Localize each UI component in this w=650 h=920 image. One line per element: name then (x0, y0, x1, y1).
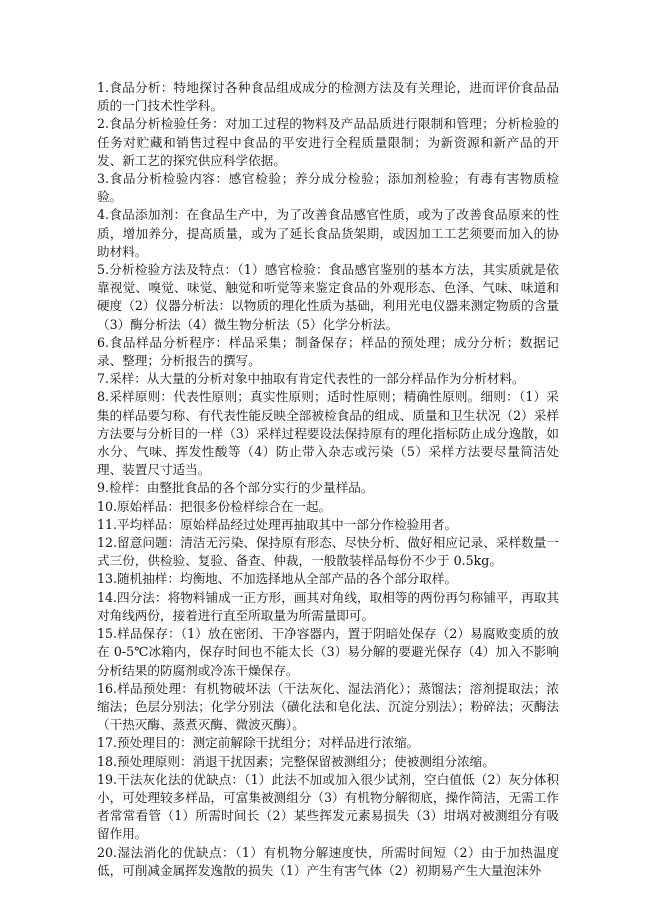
paragraph-7: 7.采样：从大量的分析对象中抽取有肯定代表性的一部分样品作为分析材料。 (97, 371, 525, 387)
paragraph-11: 11.平均样品：原始样品经过处理再抽取其中一部分作检验用者。 (97, 516, 458, 532)
paragraph-4: 4.食品添加剂：在食品生产中，为了改善食品感官性质，或为了改善食品原来的性质，增加养分，提高质量，或为了延长食品货架期，或因加工工艺须要而加入的协助材料。 (97, 207, 559, 259)
paragraph-18: 18.预处理原则：消退干扰因素；完整保留被测组分；使被测组分浓缩。 (97, 753, 495, 769)
paragraph-5: 5.分析检验方法及特点：（1）感官检验：食品感官鉴别的基本方法，其实质就是依靠视觉、嗅觉、味觉、触觉和听觉等来鉴定食品的外观形态、色泽、气味、味道和硬度（2）仪器分析法：以物质的理化性质为基础，利用光电仪器来测定物质的含量（3）酶分析法（4）微生物分析法（5）化学分析法。 (97, 262, 559, 332)
paragraph-16: 16.样品预处理：有机物破坏法（干法灰化、湿法消化）；蒸馏法；溶剂提取法；浓缩法；色层分别法；化学分别法（磺化法和皂化法、沉淀分别法）；粉碎法；灭酶法（干热灭酶、蒸煮灭酶、微波灭酶）。 (97, 680, 559, 733)
paragraph-1: 1.食品分析：特地探讨各种食品组成成分的检测方法及有关理论，进而评价食品品质的一门技术性学科。 (97, 80, 559, 114)
paragraph-6: 6.食品样品分析程序：样品采集；制备保存；样品的预处理；成分分析；数据记录、整理；分析报告的撰写。 (97, 334, 559, 369)
paragraph-3: 3.食品分析检验内容：感官检验；养分成分检验；添加剂检验；有毒有害物质检验。 (97, 171, 559, 205)
paragraph-15: 15.样品保存：（1）放在密闭、干净容器内，置于阴暗处保存（2）易腐败变质的放在 0-5℃冰箱内，保存时间也不能太长（3）易分解的要避光保存（4）加入不影响分析结果的防腐剂或冷冻干燥保存。 (97, 626, 559, 678)
paragraph-13: 13.随机抽样：均衡地、不加选择地从全部产品的各个部分取样。 (97, 571, 458, 587)
paragraph-8: 8.采样原则：代表性原则；真实性原则；适时性原则；精确性原则。细则：（1）采集的样品要匀称、有代表性能反映全部被检食品的组成、质量和卫生状况（2）采样方法要与分析目的一样（3）采样过程要设法保持原有的理化指标防止成分逸散，如水分、气味、挥发性酸等（4）防止带入杂志或污染（5）采样方法要尽量简洁处理、装置尺寸适当。 (97, 389, 559, 478)
document-body (97, 79, 559, 880)
paragraph-2: 2.食品分析检验任务：对加工过程的物料及产品品质进行限制和管理；分析检验的任务对贮藏和销售过程中食品的平安进行全程质量限制；为新资源和新产品的开发、新工艺的探究供应科学依据。 (97, 116, 559, 168)
paragraph-17: 17.预处理目的：测定前解除干扰组分；对样品进行浓缩。 (97, 735, 420, 751)
paragraph-10: 10.原始样品：把很多份检样综合在一起。 (97, 498, 332, 514)
paragraph-20: 20.湿法消化的优缺点：（1）有机物分解速度快，所需时间短（2）由于加热温度低，可削减金属挥发逸散的损失（1）产生有害气体（2）初期易产生大量泡沫外 (97, 844, 559, 878)
paragraph-19: 19.干法灰化法的优缺点：（1）此法不加或加入很少试剂，空白值低（2）灰分体积小，可处理较多样品，可富集被测组分（3）有机物分解彻底，操作简洁，无需工作者常常看管（1）所需时间长（2）某些挥发元素易损失（3）坩埚对被测组分有吸留作用。 (97, 771, 559, 842)
paragraph-9: 9.检样：由整批食品的各个部分实行的少量样品。 (97, 480, 374, 496)
paragraph-12: 12.留意问题：清洁无污染、保持原有形态、尽快分析、做好相应记录、采样数量一式三份，供检验、复验、备查、仲裁，一般散装样品每份不少于 0.5kg。 (97, 535, 559, 569)
paragraph-14: 14.四分法：将物料铺成一正方形，画其对角线，取相等的两份再匀称铺平，再取其对角线两份，接着进行直至所取量为所需量即可。 (97, 589, 559, 623)
